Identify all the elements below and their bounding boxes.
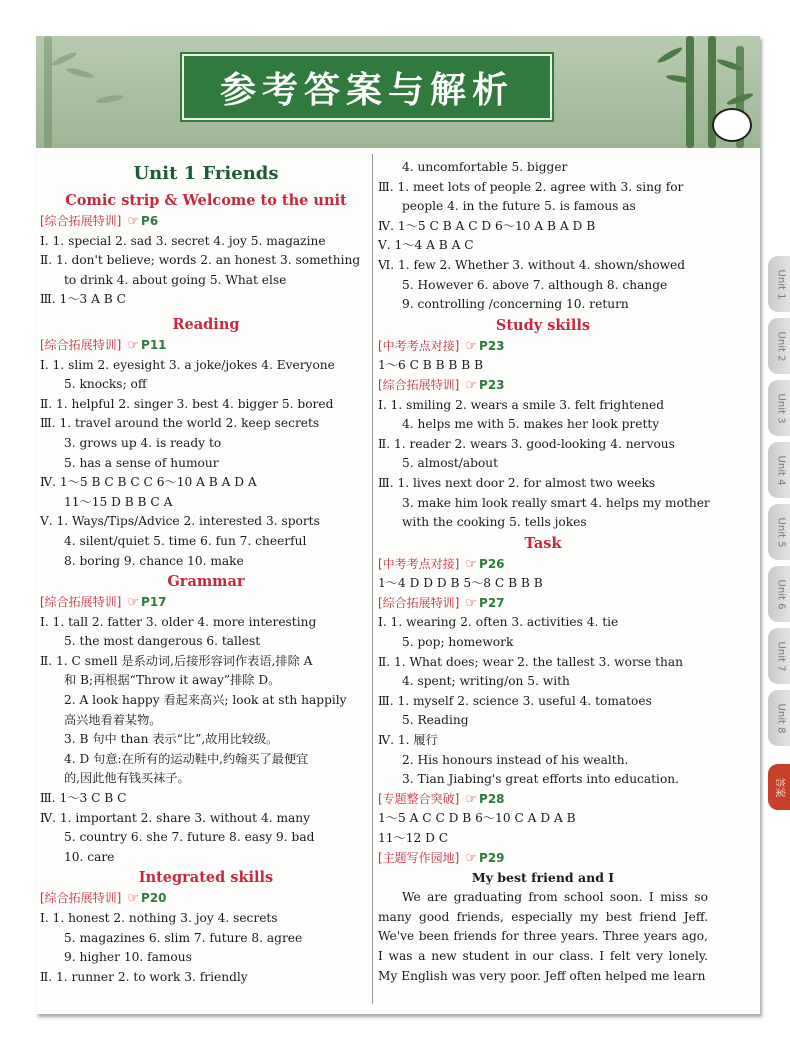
answer-line: 11～12 D C (378, 831, 449, 845)
section-tag: [综合拓展特训] ☞ P17 (40, 593, 372, 613)
answer-line: Ⅲ. 1～3 C B C (40, 791, 127, 806)
answer-line: 4. silent/quiet 5. time 6. fun 7. cheerful (64, 533, 307, 548)
section-title: Task (524, 534, 562, 552)
answer-line: 4. spent; writing/on 5. with (402, 674, 570, 689)
answer-line: 的,因此他有钱买袜子。 (64, 771, 190, 786)
pointing-hand-icon: ☞ (465, 556, 478, 572)
answer-line: Ⅰ. 1. wearing 2. often 3. activities 4. tie (378, 615, 619, 630)
answer-line: 2. A look happy 看起来高兴; look at sth happily (64, 693, 347, 708)
section-tag: [综合拓展特训] ☞ P6 (40, 212, 372, 232)
answer-line: 5. pop; homework (402, 635, 514, 650)
pointing-hand-icon: ☞ (127, 595, 140, 611)
pointing-hand-icon: ☞ (465, 338, 478, 354)
page-title: 参考答案与解析 (219, 69, 514, 111)
answer-line: 4. D 句意:在所有的运动鞋中,约翰买了最便宜 (64, 751, 309, 766)
answer-line: 4. uncomfortable 5. bigger (402, 160, 568, 174)
answer-line: to drink 4. about going 5. What else (64, 272, 287, 287)
page-ref: P23 (479, 377, 505, 392)
section-title: Reading (172, 315, 240, 333)
answer-line: 5. Reading (402, 713, 469, 728)
tab-unit-6[interactable]: Unit 6 (768, 566, 790, 622)
answer-line: Ⅴ. 1. Ways/Tips/Advice 2. interested 3. sports (40, 514, 320, 529)
answer-line: 3. grows up 4. is ready to (64, 435, 222, 450)
section-tag: [中考考点对接] ☞ P26 (378, 555, 708, 575)
answer-line: Ⅲ. 1～3 A B C (40, 292, 126, 307)
answer-line: 8. boring 9. chance 10. make (64, 553, 244, 568)
answer-line: 2. His honours instead of his wealth. (402, 752, 629, 767)
left-column (40, 160, 372, 987)
answer-line: Ⅲ. 1. myself 2. science 3. useful 4. tomatoes (378, 693, 652, 708)
answer-line: Ⅰ. 1. tall 2. fatter 3. older 4. more interesting (40, 614, 317, 629)
answer-line: with the cooking 5. tells jokes (402, 515, 587, 530)
pointing-hand-icon: ☞ (127, 891, 140, 907)
section-title: Comic strip & Welcome to the unit (65, 192, 347, 209)
answer-line: 11～15 D B B C A (64, 494, 173, 509)
answer-line: 1～4 D D D B 5～8 C B B B (378, 576, 543, 591)
tab-unit-3[interactable]: Unit 3 (768, 380, 790, 436)
unit-title: Unit 1 Friends (133, 163, 279, 184)
answer-line: Ⅲ. 1. lives next door 2. for almost two weeks (378, 475, 656, 490)
answer-line: 5. has a sense of humour (64, 455, 219, 470)
page-ref: P11 (141, 337, 167, 352)
page-ref: P28 (479, 791, 505, 806)
answer-line: 9. higher 10. famous (64, 950, 192, 965)
answer-line: Ⅴ. 1～4 A B A C (378, 238, 474, 253)
answer-line: Ⅵ. 1. few 2. Whether 3. without 4. shown/showed (378, 257, 686, 272)
title-box (182, 54, 552, 120)
section-tag: [综合拓展特训] ☞ P23 (378, 376, 708, 396)
answer-line: 1～6 C B B B B B (378, 358, 484, 373)
pointing-hand-icon: ☞ (465, 850, 478, 866)
answer-line: 3. make him look really smart 4. helps my mother (402, 495, 710, 510)
answer-line: 4. helps me with 5. makes her look pretty (402, 417, 660, 432)
tab-unit-2[interactable]: Unit 2 (768, 318, 790, 374)
answer-line: Ⅰ. 1. slim 2. eyesight 3. a joke/jokes 4. Everyone (40, 357, 335, 372)
answer-line: Ⅰ. 1. honest 2. nothing 3. joy 4. secrets (40, 911, 278, 925)
section-tag: [中考考点对接] ☞ P23 (378, 337, 708, 357)
answer-line: 5. the most dangerous 6. tallest (64, 634, 261, 649)
answer-line: Ⅱ. 1. reader 2. wears 3. good-looking 4. nervous (378, 436, 675, 451)
section-title: Grammar (167, 573, 245, 591)
answer-line: Ⅰ. 1. smiling 2. wears a smile 3. felt frightened (378, 397, 665, 412)
answer-line: 9. controlling /concerning 10. return (402, 297, 629, 312)
section-tag: [专题整合突破] ☞ P28 (378, 790, 708, 810)
answer-line: 5. However 6. above 7. although 8. change (402, 277, 668, 292)
answer-line: Ⅳ. 1. 履行 (378, 733, 438, 748)
tab-unit-4[interactable]: Unit 4 (768, 442, 790, 498)
answer-line: 5. magazines 6. slim 7. future 8. agree (64, 930, 303, 945)
page-ref: P29 (479, 850, 505, 865)
answer-page (36, 36, 787, 1014)
answer-line: Ⅲ. 1. travel around the world 2. keep secrets (40, 416, 320, 431)
page-ref: P26 (479, 556, 505, 571)
panda-icon (712, 108, 752, 142)
section-tag: [主题写作园地] ☞ P29 (378, 849, 708, 869)
page-ref: P6 (141, 214, 159, 228)
page-ref: P27 (479, 595, 505, 610)
section-title: Study skills (495, 316, 591, 334)
section-tag: [综合拓展特训] ☞ P11 (40, 336, 372, 356)
pointing-hand-icon: ☞ (127, 337, 140, 353)
pointing-hand-icon: ☞ (127, 214, 140, 229)
answer-line: 高兴地看着某物。 (64, 712, 162, 727)
tab-answers[interactable]: 答案 (768, 764, 790, 810)
essay-title: My best friend and I (471, 870, 615, 886)
answer-line: Ⅱ. 1. helpful 2. singer 3. best 4. bigger 5. bored (40, 396, 334, 411)
section-title: Integrated skills (138, 869, 274, 887)
right-column (378, 158, 708, 986)
section-tag: [综合拓展特训] ☞ P20 (40, 889, 372, 909)
section-tag: [综合拓展特训] ☞ P27 (378, 594, 708, 614)
pointing-hand-icon: ☞ (465, 595, 478, 611)
answer-line: 3. Tian Jiabing's great efforts into education. (402, 772, 680, 787)
pointing-hand-icon: ☞ (465, 377, 478, 393)
answer-line: 10. care (64, 849, 115, 864)
tab-unit-5[interactable]: Unit 5 (768, 504, 790, 560)
answer-line: 5. knocks; off (64, 377, 147, 392)
answer-line: Ⅰ. 1. special 2. sad 3. secret 4. joy 5. magazine (40, 233, 326, 248)
tab-unit-1[interactable]: Unit 1 (768, 256, 790, 312)
tab-unit-8[interactable]: Unit 8 (768, 690, 790, 746)
answer-line: 1～5 A C C D B 6～10 C A D A B (378, 811, 576, 826)
tab-unit-7[interactable]: Unit 7 (768, 628, 790, 684)
answer-line: 5. country 6. she 7. future 8. easy 9. bad (64, 830, 315, 845)
answer-line: 5. almost/about (402, 456, 498, 471)
answer-line: Ⅱ. 1. don't believe; words 2. an honest 3. something (40, 253, 361, 268)
answer-line: Ⅱ. 1. What does; wear 2. the tallest 3. worse than (378, 654, 683, 669)
pointing-hand-icon: ☞ (465, 791, 478, 807)
answer-line: Ⅲ. 1. meet lots of people 2. agree with 3. sing for (378, 179, 684, 194)
answer-line: Ⅱ. 1. C smell 是系动词,后接形容词作表语,排除 A (40, 653, 313, 668)
page-ref: P20 (141, 891, 167, 906)
answer-line: people 4. in the future 5. is famous as (402, 199, 636, 214)
header-banner (36, 36, 760, 148)
answer-line: Ⅳ. 1. important 2. share 3. without 4. many (40, 810, 311, 825)
answer-line: 3. B 句中 than 表示“比”,故用比较级。 (64, 732, 279, 747)
essay-body: We are graduating from school soon. I miss so many good friends, especially my best friend Jeff. We've been friends for three years. Three years ago, I was a new student in our class. I felt very lonely. My English was very poor. Jeff often helped me learn (378, 890, 708, 983)
answer-line: Ⅱ. 1. runner 2. to work 3. friendly (40, 969, 248, 984)
page-ref: P23 (479, 338, 505, 353)
column-divider (372, 154, 373, 1004)
answer-line: 和 B;再根据“Throw it away”排除 D。 (64, 673, 281, 688)
page-ref: P17 (141, 595, 167, 610)
answer-line: Ⅳ. 1～5 C B A C D 6～10 A B A D B (378, 218, 596, 233)
answer-line: Ⅳ. 1～5 B C B C C 6～10 A B A D A (40, 475, 257, 490)
